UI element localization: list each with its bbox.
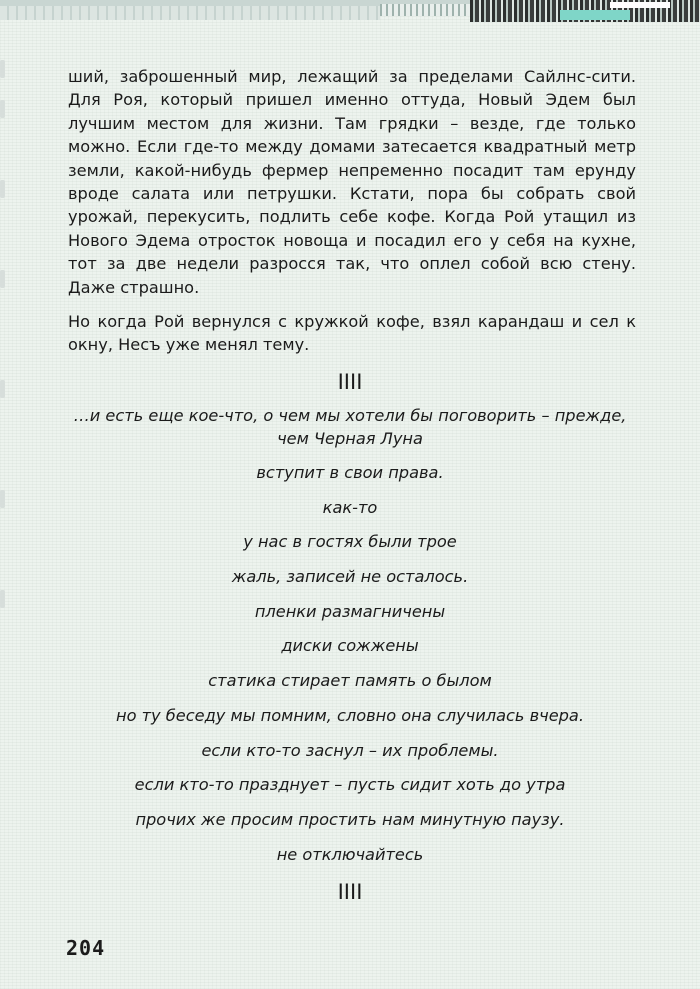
paragraph: ший, заброшенный мир, лежащий за пределами Сайлнс-сити. Для Роя, который пришел именно оттуда, Новый Эдем был лучшим местом для жизни. Там грядки – везде, где только можно. Если где-то между домами затесается квадратный метр земли, какой-нибудь фермер непременно посадит там ерунду вроде салата или петрушки. Кстати, пора бы собрать свой урожай, перекусить, подлить себе кофе. Когда Рой утащил из Нового Эдема отросток новоща и посадил его у себя на кухне, тот за две недели разросся так, что оплел собой всю стену. Даже страшно. (68, 67, 636, 297)
poem-line: жаль, записей не осталось. (231, 567, 469, 587)
poem-line: прочих же просим простить нам минутную паузу. (135, 809, 565, 829)
poem-line: вступит в свои права. (256, 463, 444, 482)
poem-line: диски сожжены (281, 636, 419, 656)
poem-line: но ту беседу мы помним, словно она случилась вчера. (116, 705, 584, 725)
header-glitch-decoration (0, 0, 700, 26)
poem-line-first: …и есть еще кое-что, о чем мы хотели бы поговорить – прежде, чем Черная Луна (73, 406, 627, 448)
poem-line: если кто-то празднует – пусть сидит хоть до утра (134, 775, 566, 795)
section-divider-bottom: IIII (337, 880, 363, 904)
poem-line: как-то (322, 497, 378, 517)
left-edge-decoration (0, 60, 8, 620)
page-number: 204 (66, 936, 106, 960)
poem-line: если кто-то заснул – их проблемы. (201, 740, 499, 760)
poem-block (60, 404, 640, 878)
poem-line: пленки размагничены (254, 601, 446, 621)
poem-line: не отключайтесь (276, 844, 424, 864)
poem-line: у нас в гостях были трое (243, 532, 457, 552)
body-text (68, 65, 636, 368)
paragraph: Но когда Рой вернулся с кружкой кофе, взял карандаш и сел к окну, Несъ уже менял тему. (68, 312, 636, 355)
section-divider-top: IIII (337, 370, 363, 394)
poem-line: статика стирает память о былом (208, 671, 492, 691)
